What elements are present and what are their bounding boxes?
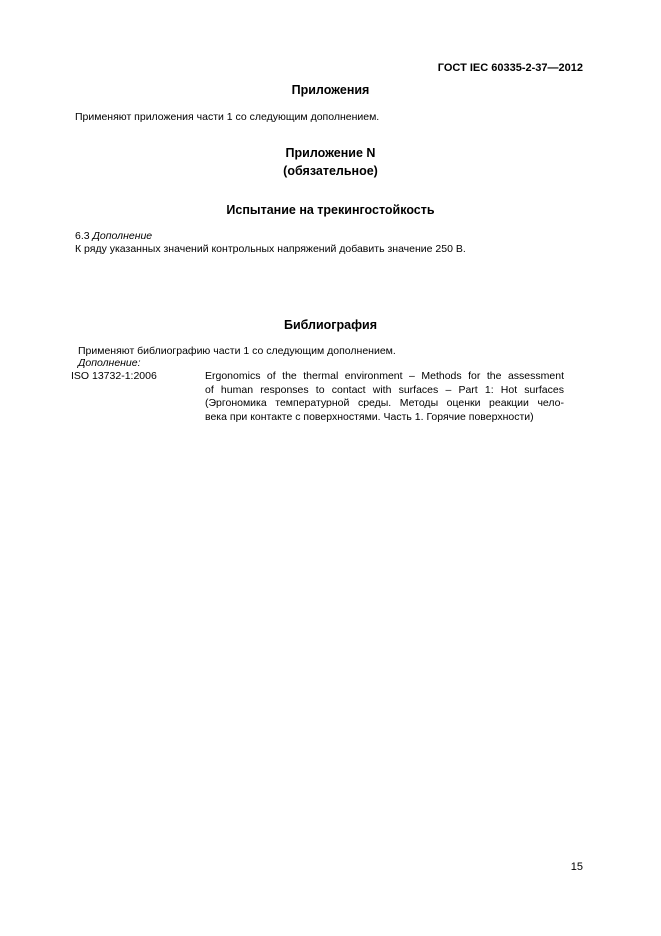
document-code-header: ГОСТ IEC 60335-2-37—2012 bbox=[437, 62, 583, 74]
clause-label: Дополнение bbox=[92, 230, 153, 242]
bibliography-entry-line: of human responses to contact with surfaces – Part 1: Hot surfaces bbox=[205, 383, 564, 396]
appendices-intro-text: Применяют приложения части 1 со следующим дополнением. bbox=[75, 111, 380, 123]
annex-n-subtitle: Испытание на трекингостойкость bbox=[226, 203, 435, 217]
clause-number: 6.3 bbox=[75, 230, 90, 242]
bibliography-entry-line: века при контакте с поверхностями. Часть 1. Горячие поверхности) bbox=[205, 410, 534, 423]
page-number: 15 bbox=[570, 861, 583, 873]
clause-line bbox=[75, 230, 152, 242]
bibliography-entry-line: (Эргономика температурной среды. Методы оценки реакции чело- bbox=[205, 397, 564, 410]
bibliography-ref-code: ISO 13732-1:2006 bbox=[71, 370, 157, 382]
bibliography-entry-line: Ergonomics of the thermal environment – Methods for the assessment bbox=[205, 370, 564, 382]
bibliography-addition-label: Дополнение: bbox=[78, 357, 141, 369]
bibliography-entry-description bbox=[205, 370, 564, 424]
bibliography-heading: Библиография bbox=[283, 318, 378, 332]
bibliography-intro-text: Применяют библиографию части 1 со следующим дополнением. bbox=[78, 345, 396, 357]
annex-n-status: (обязательное) bbox=[283, 164, 378, 178]
clause-text: К ряду указанных значений контрольных напряжений добавить значение 250 В. bbox=[75, 243, 466, 255]
annex-n-heading: Приложение N bbox=[285, 146, 376, 160]
appendices-heading: Приложения bbox=[291, 83, 370, 97]
